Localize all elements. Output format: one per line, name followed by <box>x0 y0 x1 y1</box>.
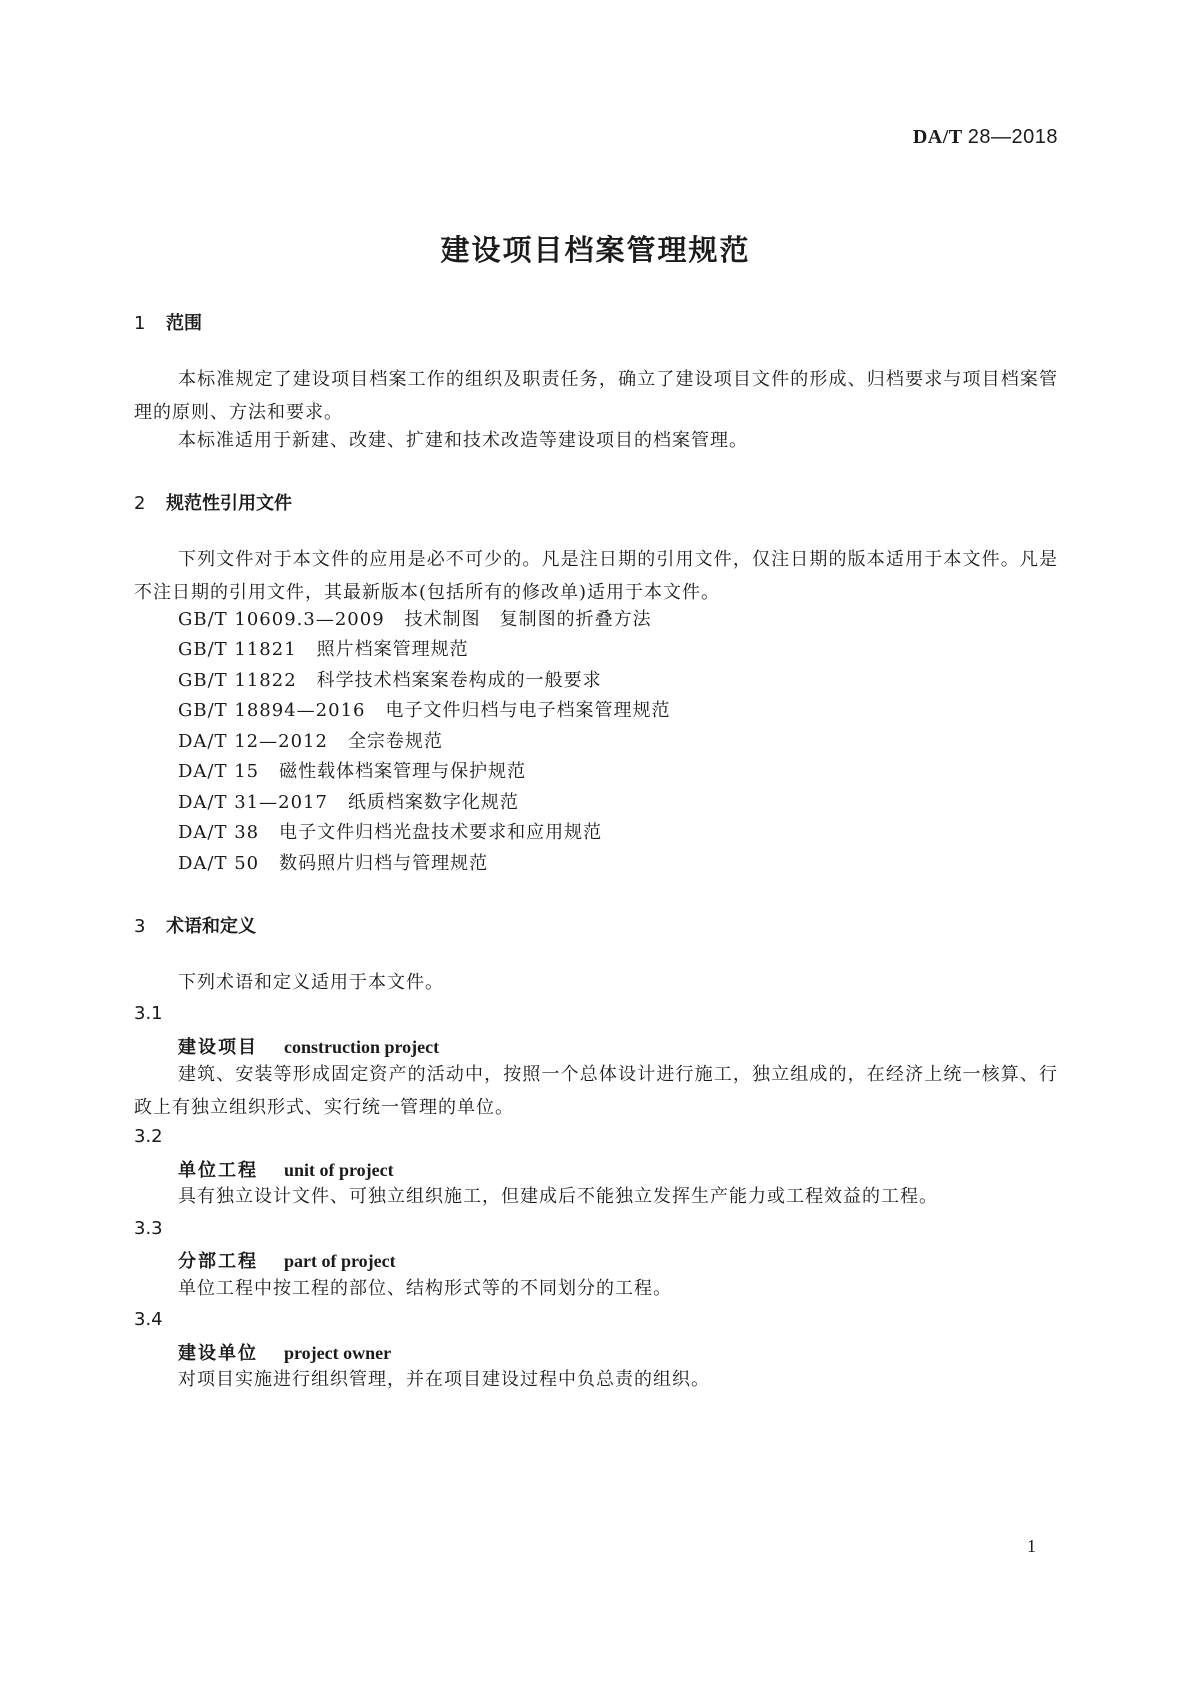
term-number: 3.3 <box>134 1218 163 1239</box>
reference-code: DA/T 31—2017 <box>178 792 328 813</box>
reference-item <box>178 664 602 697</box>
section-heading-scope <box>134 309 202 335</box>
page-number: 1 <box>1027 1536 1036 1556</box>
reference-code: GB/T 10609.3—2009 <box>178 609 385 630</box>
reference-item <box>178 755 526 788</box>
reference-code: GB/T 11821 <box>178 639 297 660</box>
reference-item <box>178 603 652 636</box>
reference-title: 纸质档案数字化规范 <box>347 792 519 813</box>
term-chinese: 建设项目 <box>178 1037 258 1058</box>
section-title: 规范性引用文件 <box>166 493 292 514</box>
term-definition: 建筑、安装等形成固定资产的活动中，按照一个总体设计进行施工，独立组成的，在经济上统一核算、行政上有独立组织形式、实行统一管理的单位。 <box>134 1064 1058 1118</box>
scope-paragraph-2: 本标准适用于新建、改建、扩建和技术改造等建设项目的档案管理。 <box>178 430 748 451</box>
term-definition: 对项目实施进行组织管理，并在项目建设过程中负总责的组织。 <box>178 1369 710 1390</box>
reference-item <box>178 786 519 819</box>
reference-title: 照片档案管理规范 <box>316 639 469 660</box>
section-number: 1 <box>134 313 146 334</box>
reference-code: GB/T 11822 <box>178 670 297 691</box>
reference-item <box>178 847 488 880</box>
term-chinese: 建设单位 <box>178 1343 258 1364</box>
section-title: 术语和定义 <box>166 916 256 937</box>
term-number: 3.1 <box>134 1003 163 1024</box>
reference-title: 磁性载体档案管理与保护规范 <box>279 761 527 782</box>
reference-title: 科学技术档案案卷构成的一般要求 <box>316 670 602 691</box>
reference-item <box>178 633 469 666</box>
standard-code-prefix: DA/T <box>912 126 963 148</box>
reference-title: 数码照片归档与管理规范 <box>279 853 489 874</box>
term-definition: 单位工程中按工程的部位、结构形式等的不同划分的工程。 <box>178 1278 672 1299</box>
term-number: 3.4 <box>134 1309 163 1330</box>
section-number: 3 <box>134 916 146 937</box>
reference-code: DA/T 12—2012 <box>178 731 328 752</box>
term-heading <box>178 1247 396 1273</box>
reference-code: DA/T 15 <box>178 761 260 782</box>
term-number: 3.2 <box>134 1126 163 1147</box>
section-heading-terms-definitions <box>134 912 256 938</box>
document-title: 建设项目档案管理规范 <box>440 233 751 267</box>
term-english: project owner <box>284 1343 392 1363</box>
term-heading <box>178 1033 439 1059</box>
term-chinese: 分部工程 <box>178 1251 258 1272</box>
section-title: 范围 <box>166 313 202 334</box>
terms-intro-paragraph: 下列术语和定义适用于本文件。 <box>178 972 444 993</box>
section-number: 2 <box>134 493 146 514</box>
term-english: part of project <box>284 1251 396 1271</box>
standard-code <box>913 126 1058 149</box>
reference-code: GB/T 18894—2016 <box>178 700 366 721</box>
section-heading-normative-references <box>134 489 292 515</box>
scope-paragraph-1: 本标准规定了建设项目档案工作的组织及职责任务，确立了建设项目文件的形成、归档要求与项目档案管理的原则、方法和要求。 <box>134 369 1058 423</box>
term-english: unit of project <box>284 1160 394 1180</box>
reference-item <box>178 694 670 727</box>
reference-title: 全宗卷规范 <box>347 731 443 752</box>
reference-title: 电子文件归档与电子档案管理规范 <box>385 700 671 721</box>
term-chinese: 单位工程 <box>178 1160 258 1181</box>
term-heading <box>178 1339 391 1365</box>
references-intro-paragraph: 下列文件对于本文件的应用是必不可少的。凡是注日期的引用文件，仅注日期的版本适用于本文件。凡是不注日期的引用文件，其最新版本(包括所有的修改单)适用于本文件。 <box>134 549 1058 603</box>
standard-code-number: 28—2018 <box>967 126 1058 148</box>
reference-item <box>178 725 443 758</box>
reference-code: DA/T 38 <box>178 822 260 843</box>
term-english: construction project <box>284 1037 440 1057</box>
term-definition: 具有独立设计文件、可独立组织施工，但建成后不能独立发挥生产能力或工程效益的工程。 <box>178 1186 938 1207</box>
term-heading <box>178 1156 394 1182</box>
reference-code: DA/T 50 <box>178 853 260 874</box>
reference-item <box>178 816 602 849</box>
reference-title: 技术制图 复制图的折叠方法 <box>404 609 652 630</box>
reference-title: 电子文件归档光盘技术要求和应用规范 <box>279 822 603 843</box>
